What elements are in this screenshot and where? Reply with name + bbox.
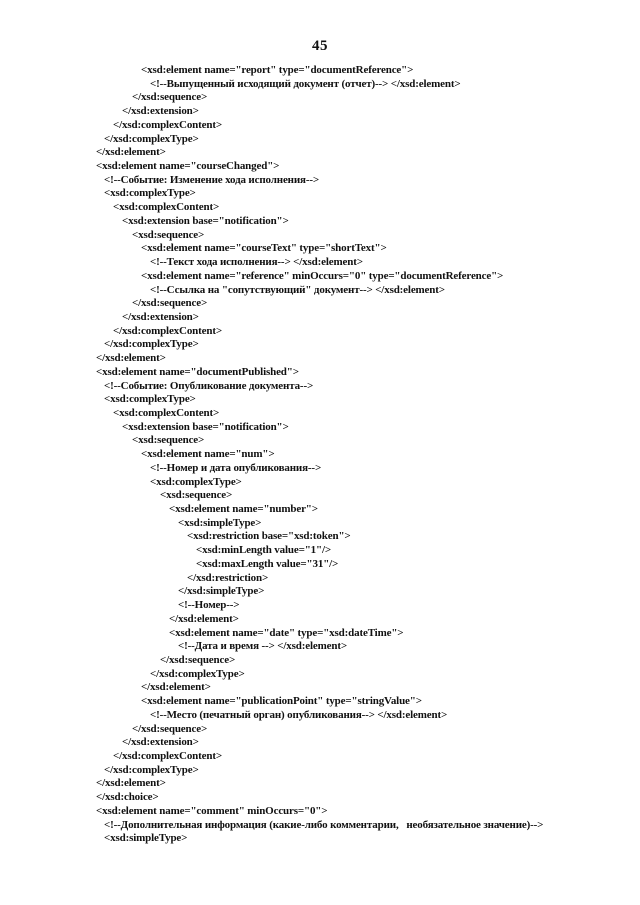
code-line: <xsd:element name="number"> bbox=[169, 503, 318, 516]
code-line: <xsd:complexType> bbox=[104, 187, 196, 200]
code-line: </xsd:complexContent> bbox=[113, 324, 222, 337]
code-line: </xsd:complexType> bbox=[104, 763, 199, 776]
code-line: </xsd:sequence> bbox=[132, 91, 208, 104]
code-line: <xsd:element name="date" type="xsd:dateTime"> bbox=[169, 626, 404, 639]
code-line: <!--Дополнительная информация (какие-либо комментарии, необязательное значение)--> bbox=[104, 818, 544, 831]
code-line: </xsd:sequence> bbox=[132, 722, 208, 735]
code-line: </xsd:extension> bbox=[122, 736, 199, 749]
code-line: <xsd:element name="num"> bbox=[141, 448, 275, 461]
code-line: <!--Дата и время --> </xsd:element> bbox=[178, 640, 347, 653]
code-line: <xsd:minLength value="1"/> bbox=[196, 544, 331, 557]
code-line: <xsd:element name="courseText" type="shortText"> bbox=[141, 242, 387, 255]
code-line: <xsd:simpleType> bbox=[104, 832, 188, 845]
page-number: 45 bbox=[312, 38, 328, 54]
code-line: </xsd:extension> bbox=[122, 310, 199, 323]
code-line: </xsd:element> bbox=[96, 146, 166, 159]
code-line: </xsd:extension> bbox=[122, 105, 199, 118]
code-line: <xsd:complexType> bbox=[150, 475, 242, 488]
code-line: </xsd:sequence> bbox=[132, 297, 208, 310]
code-line: </xsd:element> bbox=[96, 777, 166, 790]
code-line: <xsd:element name="documentPublished"> bbox=[96, 365, 299, 378]
code-line: <xsd:restriction base="xsd:token"> bbox=[187, 530, 351, 543]
code-line: <xsd:element name="report" type="documentReference"> bbox=[141, 64, 414, 76]
code-line: <xsd:complexType> bbox=[104, 393, 196, 406]
code-line: </xsd:sequence> bbox=[160, 653, 236, 666]
code-line: <xsd:element name="reference" minOccurs="0" type="documentReference"> bbox=[141, 269, 504, 282]
code-line: <xsd:maxLength value="31"/> bbox=[196, 557, 339, 570]
code-line: <xsd:element name="comment" minOccurs="0"> bbox=[96, 804, 328, 817]
code-line: <xsd:sequence> bbox=[132, 228, 205, 241]
code-line: </xsd:complexType> bbox=[104, 338, 199, 351]
code-line: <!--Ссылка на "сопутствующий" документ--> </xsd:element> bbox=[150, 283, 445, 296]
code-line: <xsd:element name="publicationPoint" type="stringValue"> bbox=[141, 695, 422, 708]
code-line: <!--Номер и дата опубликования--> bbox=[150, 461, 322, 474]
code-line: <!--Событие: Опубликование документа--> bbox=[104, 379, 314, 392]
code-line: <xsd:sequence> bbox=[132, 434, 205, 447]
code-line: <xsd:simpleType> bbox=[178, 516, 262, 529]
code-line: </xsd:complexContent> bbox=[113, 118, 222, 131]
code-line: </xsd:complexType> bbox=[104, 132, 199, 145]
code-line: </xsd:element> bbox=[96, 352, 166, 365]
code-line: <!--Событие: Изменение хода исполнения--> bbox=[104, 173, 320, 186]
code-line: <!--Выпущенный исходящий документ (отчет)--> </xsd:element> bbox=[150, 77, 461, 90]
code-line: </xsd:restriction> bbox=[187, 571, 269, 584]
code-line: </xsd:complexType> bbox=[150, 667, 245, 680]
code-line: </xsd:simpleType> bbox=[178, 585, 265, 598]
code-line: <xsd:extension base="notification"> bbox=[122, 420, 289, 433]
code-line: </xsd:element> bbox=[169, 612, 239, 625]
code-line: <xsd:complexContent> bbox=[113, 201, 220, 214]
code-line: <xsd:complexContent> bbox=[113, 407, 220, 419]
code-line: <xsd:extension base="notification"> bbox=[122, 214, 289, 227]
code-line: <!--Текст хода исполнения--> </xsd:element> bbox=[150, 256, 363, 269]
code-line: <!--Номер--> bbox=[178, 599, 240, 612]
code-line: </xsd:element> bbox=[141, 681, 211, 694]
code-line: <xsd:element name="courseChanged"> bbox=[96, 160, 280, 173]
code-line: </xsd:choice> bbox=[96, 791, 159, 804]
code-line: <xsd:sequence> bbox=[160, 489, 233, 502]
code-line: </xsd:complexContent> bbox=[113, 750, 222, 762]
code-line: <!--Место (печатный орган) опубликования--> </xsd:element> bbox=[150, 708, 448, 721]
